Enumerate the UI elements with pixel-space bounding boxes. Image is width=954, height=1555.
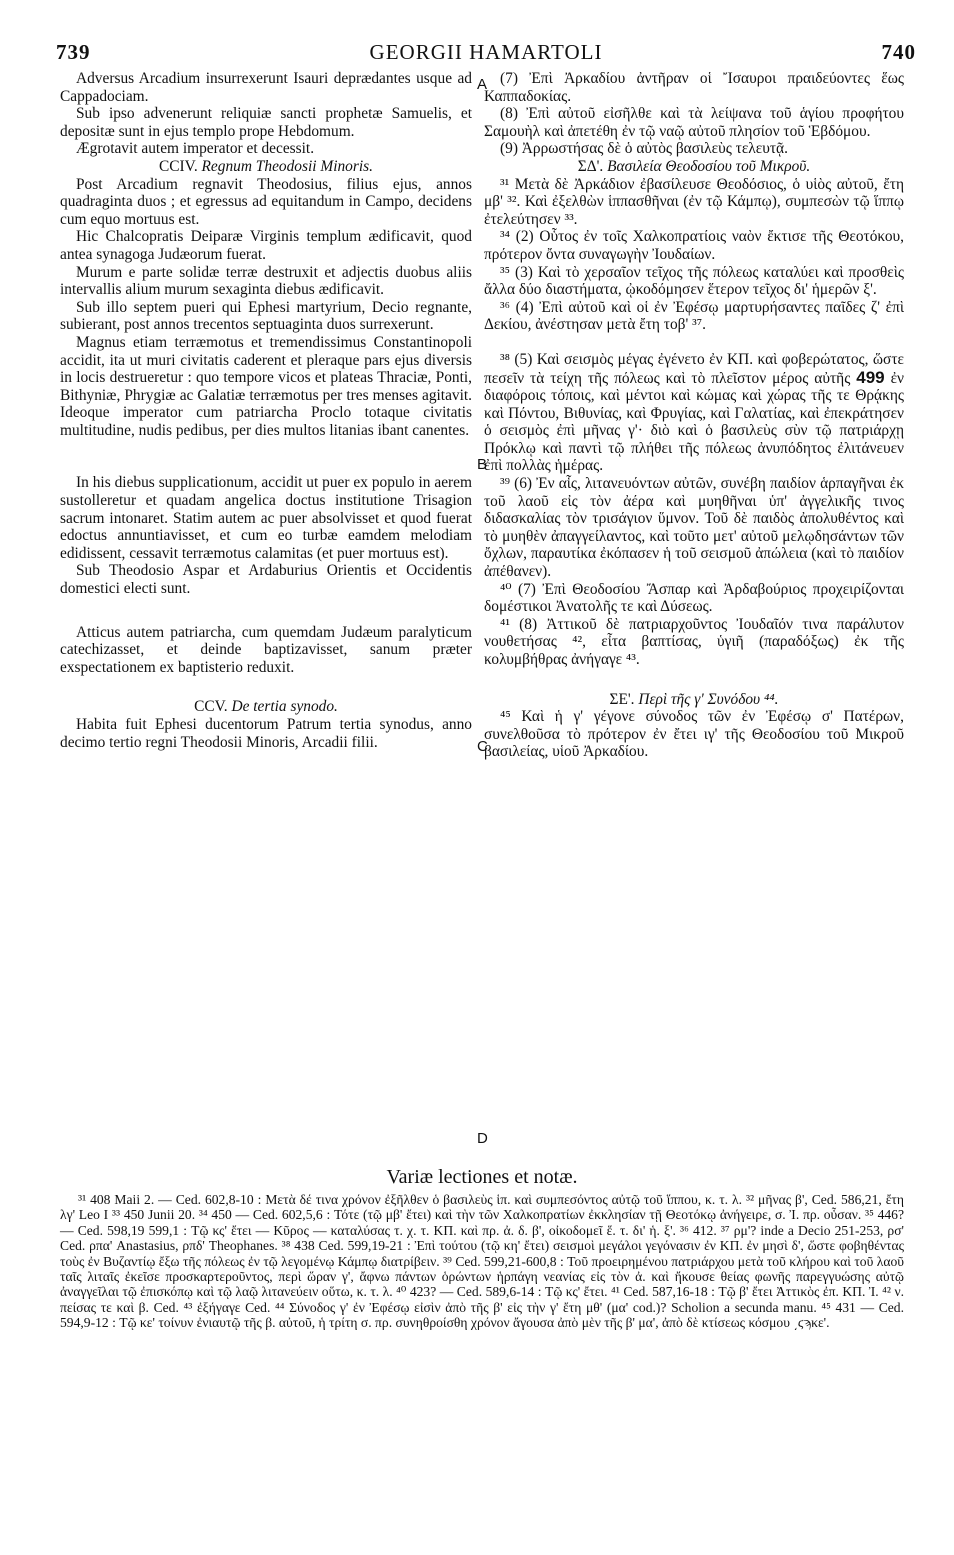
latin-paragraph: Murum e parte solidæ terræ destruxit et adjectis duobus aliis intervallis alium murum sexaginta diebus ædificavit.	[60, 263, 472, 299]
latin-paragraph: In his diebus supplicationum, accidit ut puer ex populo in aerem sustolleretur et quadam angelica doctus institutione Trisagion sacrum intonaret. Statim autem ac puer absolvisset et quod fuerat edoctus annuntiavisset, et cum eo turbæ eamdem melodiam edidissent, cessavit terræmotus calamitas (et puer mortuus est).	[60, 474, 472, 562]
greek-paragraph: ³⁵ (3) Καὶ τὸ χερσαῖον τεῖχος τῆς πόλεως καταλύει καὶ προσθεὶς ἄλλα δύο διαστήματα, ᾠκοδόμησεν ἕτερον τεῖχος δι' ἡμερῶν ξ'.	[484, 263, 904, 299]
greek-paragraph: ³⁶ (4) Ἐπὶ αὐτοῦ καὶ οἱ ἐν Ἐφέσῳ μαρτυρήσαντες παῖδες ζ' ἐπὶ Δεκίου, ἀνέστησαν μετὰ ἔτη τοβ' ³⁷.	[484, 298, 904, 334]
latin-column	[60, 70, 472, 751]
greek-paragraph: ³⁹ (6) Ἐν αἷς, λιτανευόντων αὐτῶν, συνέβη παιδίον ἁρπαγῆναι ἐκ τοῦ λαοῦ εἰς τὸν ἀέρα καὶ μυηθῆναι ὑπ' ἀγγελικῆς τινος διδασκαλίας τὸν τρισάγιον ὕμνον. Τοῦ δὲ παιδὸς ἀπολυθέντος καὶ τὸ μυηθὲν ἀπαγγείλαντος, καὶ τοῦτο μετ' αὐτοῦ μελῳδησάντων τῶν ὄχλων, παραυτίκα ἐκόπασεν ἡ τοῦ σεισμοῦ ἀπώλεια (καὶ τὸ παιδίον ἀπέθανεν).	[484, 475, 904, 581]
greek-paragraph: (8) Ἐπὶ αὐτοῦ εἰσῆλθε καὶ τὰ λείψανα τοῦ ἁγίου προφήτου Σαμουὴλ καὶ ἀπετέθη ἐν τῷ ναῷ αὐτοῦ πλησίον τοῦ Ἑβδόμου.	[484, 105, 904, 140]
greek-chapter-heading	[484, 158, 904, 176]
latin-paragraph: Magnus etiam terræmotus et tremendissimus Constantinopoli accidit, ita ut muri civitatis caderent et pleraque pars ejus diversis in locis destrueretur : quo tempore vicos et plateas Thraciæ, Ponti, Bithyniæ, Phrygiæ ac Galatiæ terræmotus per tres menses agitavit. Ideoque imperator cum patriarcha Proclo totaque civitatis multitudine, nudis pedibus, per dies multos litanias ibant canentes.	[60, 333, 472, 439]
greek-paragraph: (7) Ἐπὶ Ἀρκαδίου ἀντῆραν οἱ Ἴσαυροι πραιδεύοντες ἕως Καππαδοκίας.	[484, 70, 904, 105]
latin-paragraph: Sub Theodosio Aspar et Ardaburius Orientis et Occidentis domestici electi sunt.	[60, 562, 472, 598]
column-number: 499	[856, 367, 885, 387]
chapter-title: Περὶ τῆς γ' Συνόδου ⁴⁴.	[638, 690, 779, 708]
chapter-title: Βασιλεία Θεοδοσίου τοῦ Μικροῦ.	[607, 157, 811, 175]
greek-paragraph: ⁴⁰ (7) Ἐπὶ Θεοδοσίου Ἄσπαρ καὶ Ἀρδαβούριος προχειρίζονται δομέστικοι Ἀνατολῆς τε καὶ Δύσεως.	[484, 580, 904, 616]
latin-paragraph: Adversus Arcadium insurrexerunt Isauri deprædantes usque ad Cappadociam.	[60, 70, 472, 105]
greek-paragraph	[484, 351, 904, 475]
greek-paragraph: (9) Ἀρρωστήσας δὲ ὁ αὐτὸς βασιλεὺς τελευτᾷ.	[500, 140, 788, 158]
running-title: GEORGII HAMARTOLI	[369, 40, 603, 64]
chapter-title: Regnum Theodosii Minoris.	[201, 157, 373, 175]
latin-chapter-heading	[60, 698, 472, 716]
latin-paragraph: Atticus autem patriarcha, cum quemdam Judæum paralyticum catechizasset, et deinde baptizavisset, sanum præter exspectationem ex baptisterio reduxit.	[60, 623, 472, 676]
greek-text: ἐν διαφόροις τόποις, καὶ μέντοι καὶ κώμας καὶ χώρας τῆς τε Θρᾴκης καὶ Πόντου, Βιθυνίας, καὶ Φρυγίας, καὶ Γαλατίας, καὶ ἐπεκράτησεν ὁ σεισμὸς ἐπὶ μῆνας γ'· διὸ καὶ ὁ βασιλεὺς σὺν τῷ πατριάρχῃ Πρόκλῳ καὶ παντὶ τῷ πλήθει τῆς πόλεως ἀνυπόδητος ἐλιτάνευεν ἐπὶ πολλὰς ἡμέρας.	[484, 369, 904, 475]
section-marker-d: D	[477, 1130, 488, 1147]
greek-text: ³⁸ (5) Καὶ σεισμὸς μέγας ἐγένετο ἐν ΚΠ. καὶ φοβερώτατος, ὥστε πεσεῖν τὰ τείχη τῆς πόλεως καὶ τὸ πλεῖστον μέρος αὐτῆς	[484, 350, 904, 387]
latin-paragraph: Sub ipso advenerunt reliquiæ sancti prophetæ Samuelis, et depositæ sunt in ejus templo prope Hebdomum.	[60, 105, 472, 140]
notes-block	[60, 1192, 904, 1331]
running-header	[56, 40, 916, 66]
page-number-right: 740	[881, 40, 916, 64]
latin-paragraph: Habita fuit Ephesi ducentorum Patrum tertia synodus, anno decimo tertio regni Theodosii Minoris, Arcadii filii.	[60, 716, 472, 751]
latin-paragraph: Ægrotavit autem imperator et decessit.	[76, 140, 315, 158]
notes-title: Variæ lectiones et notæ.	[386, 1166, 578, 1188]
page-number-left: 739	[56, 40, 91, 64]
latin-chapter-heading	[60, 158, 472, 176]
section-marker-c: C	[477, 738, 488, 755]
chapter-number: ΣΕ'.	[609, 690, 635, 708]
greek-chapter-heading	[484, 691, 904, 709]
section-marker-b: B	[477, 456, 488, 473]
section-marker-a: A	[477, 76, 488, 93]
chapter-number: CCIV.	[159, 157, 198, 175]
chapter-number: CCV.	[194, 698, 228, 716]
chapter-number: ΣΔ'.	[577, 157, 604, 175]
greek-column	[484, 70, 904, 761]
latin-paragraph: Sub illo septem pueri qui Ephesi martyrium, Decio regnante, subierant, post annos trecentos septuaginta duos surrexerunt.	[60, 298, 472, 334]
greek-paragraph: ³⁴ (2) Οὗτος ἐν τοῖς Χαλκοπρατίοις ναὸν ἔκτισε τῆς Θεοτόκου, πρότερον ὄντα συναγωγὴν Ἰουδαίων.	[484, 228, 904, 263]
greek-paragraph: ⁴¹ (8) Ἀττικοῦ δὲ πατριαρχοῦντος Ἰουδαῖόν τινα παράλυτον νουθετήσας ⁴², εἶτα βαπτίσας, ὑγιῆ (παραδόξως) ἐκ τῆς κολυμβήθρας ἀνήγαγε ⁴³.	[484, 615, 904, 668]
latin-paragraph: Hic Chalcopratis Deiparæ Virginis templum ædificavit, quod antea synagoga Judæorum fuerat.	[60, 228, 472, 263]
latin-paragraph: Post Arcadium regnavit Theodosius, filius ejus, annos quadraginta duos ; et egressus ad equitandum in Campo, decidens cum equo mortuus est.	[60, 175, 472, 228]
chapter-title: De tertia synodo.	[231, 698, 338, 716]
greek-paragraph: ⁴⁵ Καὶ ἡ γ' γέγονε σύνοδος τῶν ἐν Ἐφέσῳ σ' Πατέρων, συνελθοῦσα τὸ πρότερον ἐν ἔτει ιγ' τῆς Θεοδοσίου τοῦ Μικροῦ βασιλείας, υἱοῦ Ἀρκαδίου.	[484, 708, 904, 761]
notes-text: ³¹ 408 Maii 2. — Ced. 602,8-10 : Μετὰ δέ τινα χρόνον ἐξῆλθεν ὁ βασιλεὺς ἱπ. καὶ συμπεσόντος αὐτῷ τοῦ ἵππου, κ. τ. λ. ³² μῆνας β', Ced. 586,21, ἔτη λγ' Leo I ³³ 450 Junii 20. ³⁴ 450 — Ced. 602,5,6 : Τότε (τῷ μβ' ἔτει) καὶ τὴν τῶν Χαλκοπρατίων ἐκκλησίαν τῇ Θεοτόκῳ ἀνήγειρε, σ. Ἰ. πρ. οὖσαν. ³⁵ 446? — Ced. 598,19 599,1 : Τῷ κς' ἔτει — Κῦρος — καταλύσας τ. χ. τ. ΚΠ. καὶ πρ. ἀ. δ. β', οἰκοδομεῖ ἕ. τ. δι' ἡ. ξ'. ³⁶ 412. ³⁷ ρμ'? inde a Decio 251-253, ρσ' Ced. ρπα' Anastasius, ρπδ' Theophanes. ³⁸ 438 Ced. 599,19-21 : Ἐπὶ τούτου (τῷ κη' ἔτει) σεισμοὶ μεγάλοι γεγόνασιν ἐν ΚΠ. ἐν μησὶ δ', ὥστε φοβηθέντας τοὺς ἐν Βυζαντίῳ ἔξω τῆς πόλεως ἐν τῷ λεγομένῳ Κάμπῳ διατρίβειν. ³⁹ Ced. 599,21-600,8 : Τοῦ προειρημένου πατριάρχου μετὰ τοῦ κλήρου καὶ τοῦ λαοῦ ταῖς λιταῖς ἐκεῖσε προσκαρτεροῦντος, περὶ ὥραν γ', ἄφνω πάντων ὁρώντων ἡρπάγη νεανίας εἰς τὸν ἀ. καὶ ἤκουσε θείας φωνῆς παρεγγυώσης αὐτῷ ἀναγγεῖλαι τῷ ἐπισκόπῳ καὶ τῷ λαῷ λιτανεύειν οὕτω, κ. τ. λ. ⁴⁰ 423? — Ced. 589,6-14 : Τῷ κς' ἔτει. ⁴¹ Ced. 587,16-18 : Τῷ β' ἔτει Ἀττικὸς ἐπ. ΚΠ. Ἰ. ⁴² ν. πείσας τε καὶ β. Ced. ⁴³ ἐξήγαγε Ced. ⁴⁴ Σύνοδος γ' ἐν Ἐφέσῳ εἰσὶν ἀπὸ τῆς β' εἰς τὴν γ' ἔτη μθ' (μα' cod.)? Scholion a secunda manu. ⁴⁵ 431 — Ced. 594,9-12 : Τῷ κε' τοίνυν ἐνιαυτῷ τῆς β. αὐτοῦ, ἡ τρίτη σ. πρ. συνηθροίσθη χρόνον ἄγουσα ἀπὸ μὲν τῆς β' μα', ἀπὸ δὲ κτίσεως κόσμου ͵ϛϡκε'.	[60, 1192, 904, 1331]
greek-paragraph: ³¹ Μετὰ δὲ Ἀρκάδιον ἐβασίλευσε Θεοδόσιος, ὁ υἱὸς αὐτοῦ, ἔτη μβ' ³². Καὶ ἐξελθὼν ἱππασθῆναι (ἐν τῷ Κάμπῳ), συμπεσὼν τῷ ἵππῳ ἐτελεύτησεν ³³.	[484, 175, 904, 228]
